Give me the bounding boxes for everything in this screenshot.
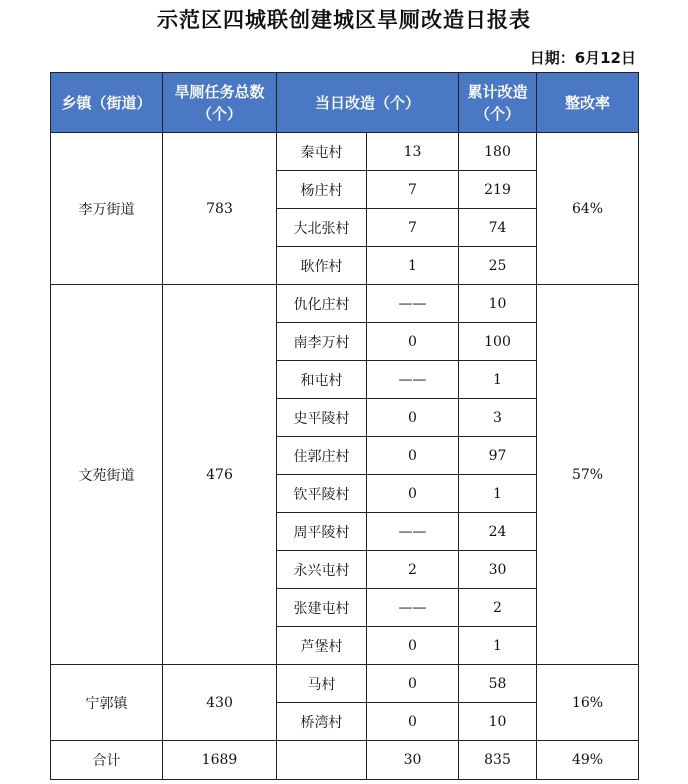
village-name: 大北张村	[277, 209, 367, 247]
cumulative-count: 10	[459, 703, 537, 741]
cumulative-count: 25	[459, 247, 537, 285]
header-rate: 整改率	[537, 73, 639, 133]
task-total: 476	[163, 285, 277, 665]
daily-count: 0	[367, 627, 459, 665]
village-name: 秦屯村	[277, 133, 367, 171]
task-total: 783	[163, 133, 277, 285]
cumulative-count: 24	[459, 513, 537, 551]
village-name: 史平陵村	[277, 399, 367, 437]
header-town: 乡镇（街道）	[51, 73, 163, 133]
cumulative-count: 58	[459, 665, 537, 703]
cumulative-count: 2	[459, 589, 537, 627]
total-label: 合计	[51, 741, 163, 780]
report-date: 日期：6月12日	[529, 49, 636, 67]
town-name: 宁郭镇	[51, 665, 163, 741]
cumulative-count: 74	[459, 209, 537, 247]
village-name: 桥湾村	[277, 703, 367, 741]
village-name: 张建屯村	[277, 589, 367, 627]
rectification-rate: 64%	[537, 133, 639, 285]
cumulative-count: 219	[459, 171, 537, 209]
table-row	[51, 133, 639, 171]
village-name: 住郭庄村	[277, 437, 367, 475]
report-body	[51, 133, 639, 780]
cumulative-count: 30	[459, 551, 537, 589]
village-name: 钦平陵村	[277, 475, 367, 513]
daily-count: 13	[367, 133, 459, 171]
daily-count: 2	[367, 551, 459, 589]
cumulative-count: 97	[459, 437, 537, 475]
village-name: 仇化庄村	[277, 285, 367, 323]
header-cumulative	[459, 73, 537, 133]
daily-count: ——	[367, 285, 459, 323]
village-name: 芦堡村	[277, 627, 367, 665]
village-name: 马村	[277, 665, 367, 703]
total-cumulative: 835	[459, 741, 537, 780]
daily-count: 7	[367, 171, 459, 209]
rectification-rate: 57%	[537, 285, 639, 665]
daily-count: 0	[367, 665, 459, 703]
daily-count: ——	[367, 361, 459, 399]
village-name: 永兴屯村	[277, 551, 367, 589]
total-task-total: 1689	[163, 741, 277, 780]
total-rate: 49%	[537, 741, 639, 780]
daily-count: 0	[367, 475, 459, 513]
header-row	[51, 73, 639, 133]
village-name: 和屯村	[277, 361, 367, 399]
daily-count: 0	[367, 399, 459, 437]
header-task-total-line2: （个）	[196, 104, 242, 123]
header-cumulative-line1: 累计改造	[467, 82, 528, 101]
village-name: 杨庄村	[277, 171, 367, 209]
header-task-total-line1: 旱厕任务总数	[174, 82, 265, 101]
daily-count: 0	[367, 323, 459, 361]
daily-count: ——	[367, 589, 459, 627]
rectification-rate: 16%	[537, 665, 639, 741]
village-name: 周平陵村	[277, 513, 367, 551]
cumulative-count: 180	[459, 133, 537, 171]
total-empty-cell	[277, 741, 367, 780]
village-name: 南李万村	[277, 323, 367, 361]
report-title: 示范区四城联创建城区旱厕改造日报表	[157, 8, 531, 32]
total-row	[51, 741, 639, 780]
cumulative-count: 1	[459, 361, 537, 399]
daily-count: 0	[367, 703, 459, 741]
table-row	[51, 285, 639, 323]
village-name: 耿作村	[277, 247, 367, 285]
header-cumulative-line2: （个）	[475, 104, 521, 123]
cumulative-count: 1	[459, 475, 537, 513]
header-task-total	[163, 73, 277, 133]
daily-count: 0	[367, 437, 459, 475]
cumulative-count: 1	[459, 627, 537, 665]
daily-count: 1	[367, 247, 459, 285]
daily-count: 7	[367, 209, 459, 247]
daily-count: ——	[367, 513, 459, 551]
cumulative-count: 3	[459, 399, 537, 437]
total-daily: 30	[367, 741, 459, 780]
town-name: 文苑街道	[51, 285, 163, 665]
cumulative-count: 10	[459, 285, 537, 323]
cumulative-count: 100	[459, 323, 537, 361]
report-table	[50, 72, 639, 780]
header-daily: 当日改造（个）	[277, 73, 459, 133]
task-total: 430	[163, 665, 277, 741]
table-row	[51, 665, 639, 703]
town-name: 李万街道	[51, 133, 163, 285]
